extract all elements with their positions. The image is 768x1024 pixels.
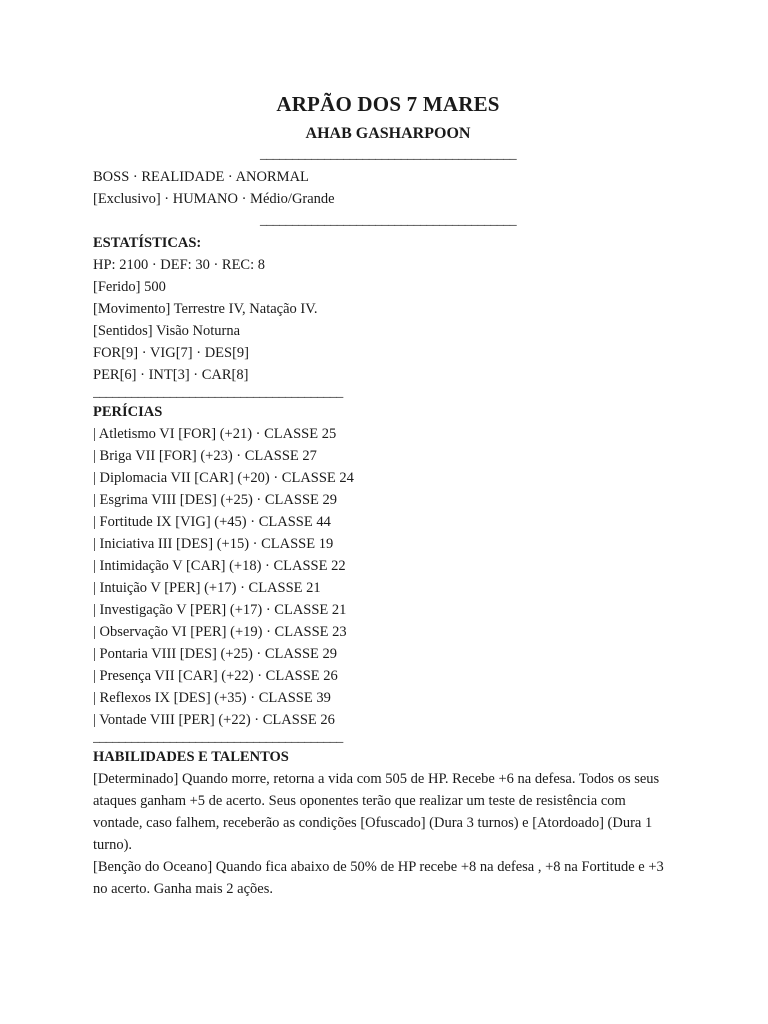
skill-line: | Reflexos IX [DES] (+35) · CLASSE 39 <box>93 690 331 706</box>
document-page <box>93 90 683 900</box>
ability-paragraph-determinado: [Determinado] Quando morre, retorna a vida com 505 de HP. Recebe +6 na defesa. Todos os seus ataques ganham +5 de acerto. Seus oponentes terão que realizar um teste de resistência com vontade, caso falhem, receberão as condições [Ofuscado] (Dura 3 turnos) e [Atordoado] (Dura 1 turno). <box>93 771 660 853</box>
separator-2: ________________________________________ <box>259 214 516 228</box>
document-title: ARPÃO DOS 7 MARES <box>276 92 500 116</box>
stats-line: HP: 2100 · DEF: 30 · REC: 8 <box>93 257 265 273</box>
skill-line: | Observação VI [PER] (+19) · CLASSE 23 <box>93 624 347 640</box>
stats-line: [Sentidos] Visão Noturna <box>93 323 241 339</box>
separator-3: _______________________________________ <box>93 386 343 400</box>
skill-line: | Pontaria VIII [DES] (+25) · CLASSE 29 <box>93 646 337 662</box>
stats-heading: ESTATÍSTICAS: <box>93 235 202 251</box>
separator-4: _______________________________________ <box>93 731 343 745</box>
document-subtitle: AHAB GASHARPOON <box>305 125 471 142</box>
creature-size-line: [Exclusivo] · HUMANO · Médio/Grande <box>93 191 335 207</box>
abilities-section <box>93 746 683 900</box>
stats-line: FOR[9] · VIG[7] · DES[9] <box>93 345 249 361</box>
skills-section <box>93 401 683 731</box>
abilities-heading: HABILIDADES E TALENTOS <box>93 749 289 765</box>
skill-line: | Presença VII [CAR] (+22) · CLASSE 26 <box>93 668 338 684</box>
stats-line: PER[6] · INT[3] · CAR[8] <box>93 367 249 383</box>
skill-line: | Atletismo VI [FOR] (+21) · CLASSE 25 <box>93 426 337 442</box>
skills-heading: PERÍCIAS <box>93 404 163 420</box>
skill-line: | Fortitude IX [VIG] (+45) · CLASSE 44 <box>93 514 331 530</box>
skill-line: | Investigação V [PER] (+17) · CLASSE 21 <box>93 602 347 618</box>
intro-block <box>93 166 683 210</box>
skill-line: | Vontade VIII [PER] (+22) · CLASSE 26 <box>93 712 335 728</box>
creature-type-line: BOSS · REALIDADE · ANORMAL <box>93 169 309 185</box>
ability-paragraph-bencao-do-oceano: [Benção do Oceano] Quando fica abaixo de 50% de HP recebe +8 na defesa , +8 na Fortitude e +3 no acerto. Ganha mais 2 ações. <box>93 859 664 897</box>
skill-line: | Intimidação V [CAR] (+18) · CLASSE 22 <box>93 558 346 574</box>
stats-line: [Ferido] 500 <box>93 279 166 295</box>
skill-line: | Diplomacia VII [CAR] (+20) · CLASSE 24 <box>93 470 354 486</box>
stats-section <box>93 232 683 386</box>
skill-line: | Esgrima VIII [DES] (+25) · CLASSE 29 <box>93 492 337 508</box>
stats-line: [Movimento] Terrestre IV, Natação IV. <box>93 301 318 317</box>
skill-line: | Iniciativa III [DES] (+15) · CLASSE 19 <box>93 536 334 552</box>
skill-line: | Intuição V [PER] (+17) · CLASSE 21 <box>93 580 321 596</box>
skill-line: | Briga VII [FOR] (+23) · CLASSE 27 <box>93 448 317 464</box>
separator-1: ________________________________________ <box>259 148 516 162</box>
